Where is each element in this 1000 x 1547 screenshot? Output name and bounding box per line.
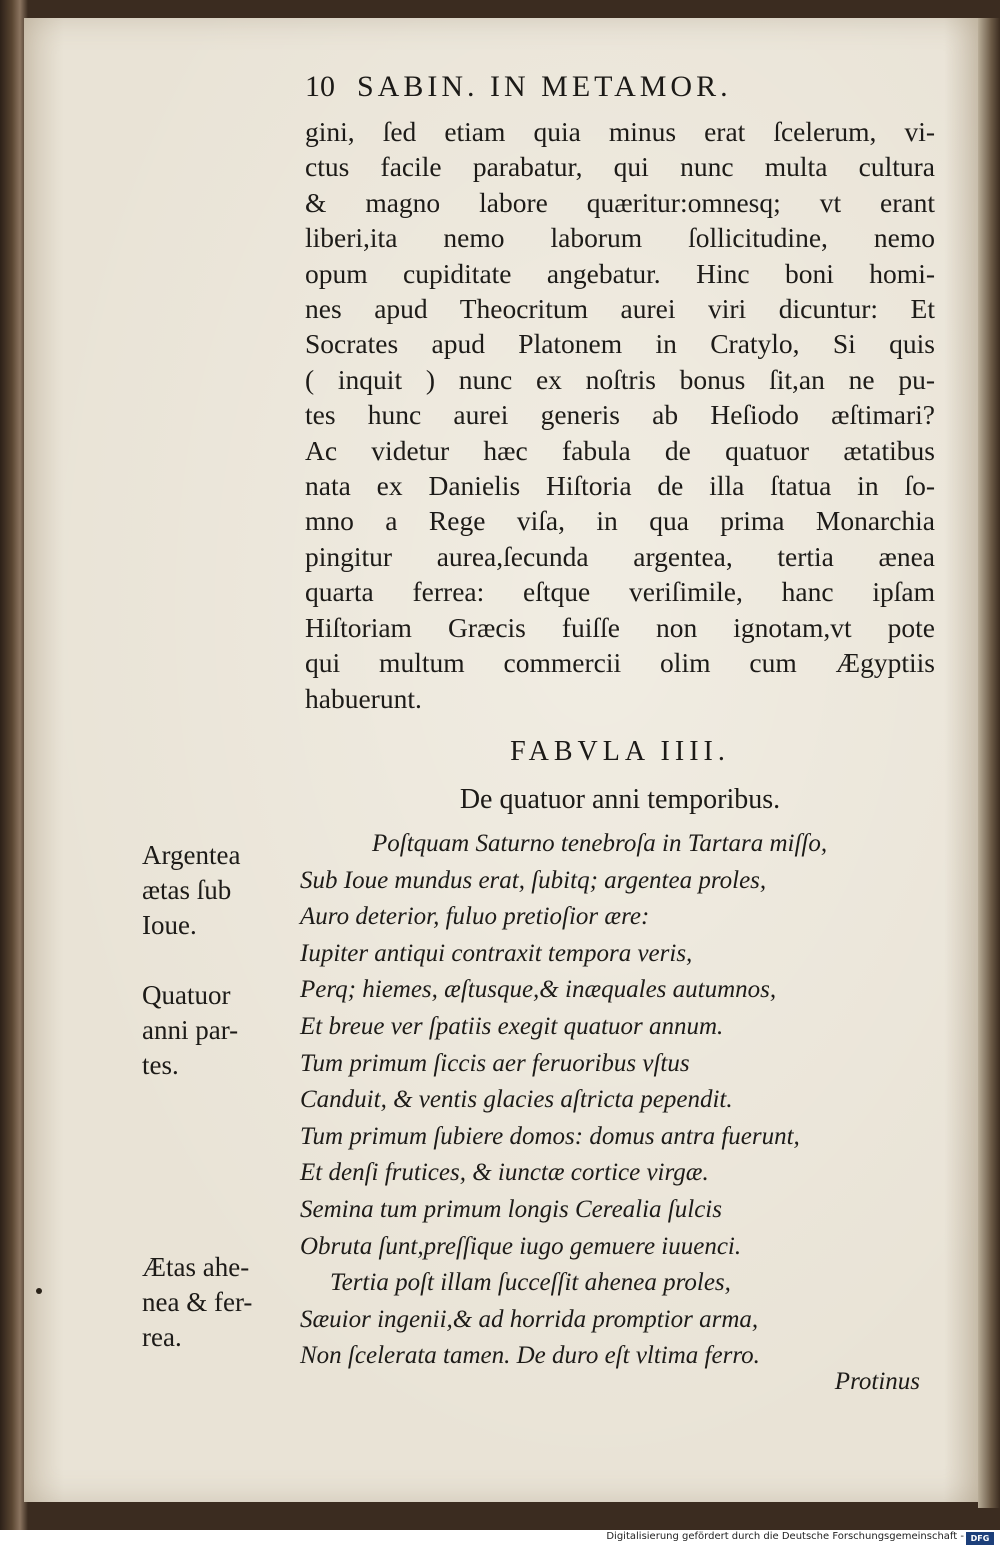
prose-line: nata ex Danielis Hiſtoria de illa ſtatua in ſo- [305,470,935,502]
margin-line: tes. [142,1050,179,1080]
verse-line: Perq; hiemes, æſtusque,& inæquales autumnos, [300,976,777,1004]
prose-line: liberi,ita nemo laborum ſollicitudine, nemo [305,222,935,254]
running-title: SABIN. IN METAMOR. [357,70,732,103]
catchword: Protinus [834,1368,920,1395]
margin-line: Quatuor [142,980,231,1010]
prose-line: tes hunc aurei generis ab Heſiodo æſtimari? [305,399,935,431]
verse-line: Tertia poſt illam ſucceſſit ahenea proles, [330,1269,731,1297]
prose-line: qui multum commercii olim cum Ægyptiis [305,647,935,679]
running-header [305,70,925,104]
marginal-note-silver-age [142,838,292,943]
prose-line: Ac videtur hæc fabula de quatuor ætatibus [305,434,935,466]
marginal-note-four-seasons [142,978,292,1083]
prose-line: habuerunt. [305,682,422,714]
margin-line: anni par- [142,1015,239,1045]
prose-line: Hiſtoriam Græcis fuiſſe non ignotam,vt pote [305,611,935,643]
margin-line: Ætas ahe- [142,1252,250,1282]
verse-line: Canduit, & ventis glacies aſtricta pependit. [300,1086,733,1114]
marginal-note-bronze-iron-age [142,1250,292,1355]
verse-line: Auro deterior, fuluo pretioſior ære: [300,903,650,931]
verse-line: Tum primum ſubiere domos: domus antra fuerunt, [300,1122,800,1150]
margin-line: rea. [142,1322,182,1352]
section-subtitle: De quatuor anni temporibus. [459,784,781,815]
prose-line: nes apud Theocritum aurei viri dicuntur: Et [305,293,935,325]
margin-line: Argentea [142,840,241,870]
prose-line: pingitur aurea,ſecunda argentea, tertia ænea [305,540,935,572]
verse-line: Et denſi frutices, & iunctæ cortice virgæ. [300,1159,709,1187]
prose-line: ( inquit ) nunc ex noſtris bonus ſit,an ne pu- [305,363,935,395]
funding-credit: Digitalisierung gefördert durch die Deutsche Forschungsgemeinschaft - [606,1531,964,1542]
verse-line: Iupiter antiqui contraxit tempora veris, [300,939,693,967]
prose-line: gini, ſed etiam quia minus erat ſcelerum, vi- [305,116,935,147]
page-fore-edge [978,18,1000,1508]
prose-line: mno a Rege viſa, in qua prima Monarchia [305,505,935,537]
ink-speck [36,1288,42,1294]
prose-line: Socrates apud Platonem in Cratylo, Si quis [305,328,935,360]
verse-line: Tum primum ſiccis aer feruoribus vſtus [300,1049,690,1077]
prose-line: quarta ferrea: eſtque veriſimile, hanc ipſam [305,576,935,608]
page-number: 10 [305,70,335,103]
verse-line: Poſtquam Saturno tenebroſa in Tartara miſſo, [372,830,828,857]
commentary-text [305,114,935,716]
verse-line: Sub Ioue mundus erat, ſubitq; argentea proles, [300,866,767,894]
margin-line: nea & fer- [142,1287,253,1317]
prose-line: opum cupiditate angebatur. Hinc boni homi- [305,257,935,289]
verse-line: Et breue ver ſpatiis exegit quatuor annum. [300,1012,724,1040]
margin-line: ætas ſub [142,875,232,905]
verse-line: Obruta ſunt,preſſique iugo gemuere iuuenci. [300,1232,742,1260]
dfg-logo: DFG [966,1532,994,1545]
verse-line: Non ſcelerata tamen. De duro eſt vltima ferro. [300,1342,760,1370]
verse-line: Semina tum primum longis Cerealia ſulcis [300,1195,722,1223]
prose-line: & magno labore quæritur:omnesq; vt erant [305,186,935,218]
section-heading: FABVLA IIII. [510,736,730,767]
margin-line: Ioue. [142,910,197,940]
prose-line: ctus facile parabatur, qui nunc multa cultura [305,151,935,183]
verse-line: Sæuior ingenii,& ad horrida promptior arma, [300,1305,759,1333]
verse-block [300,826,940,1375]
